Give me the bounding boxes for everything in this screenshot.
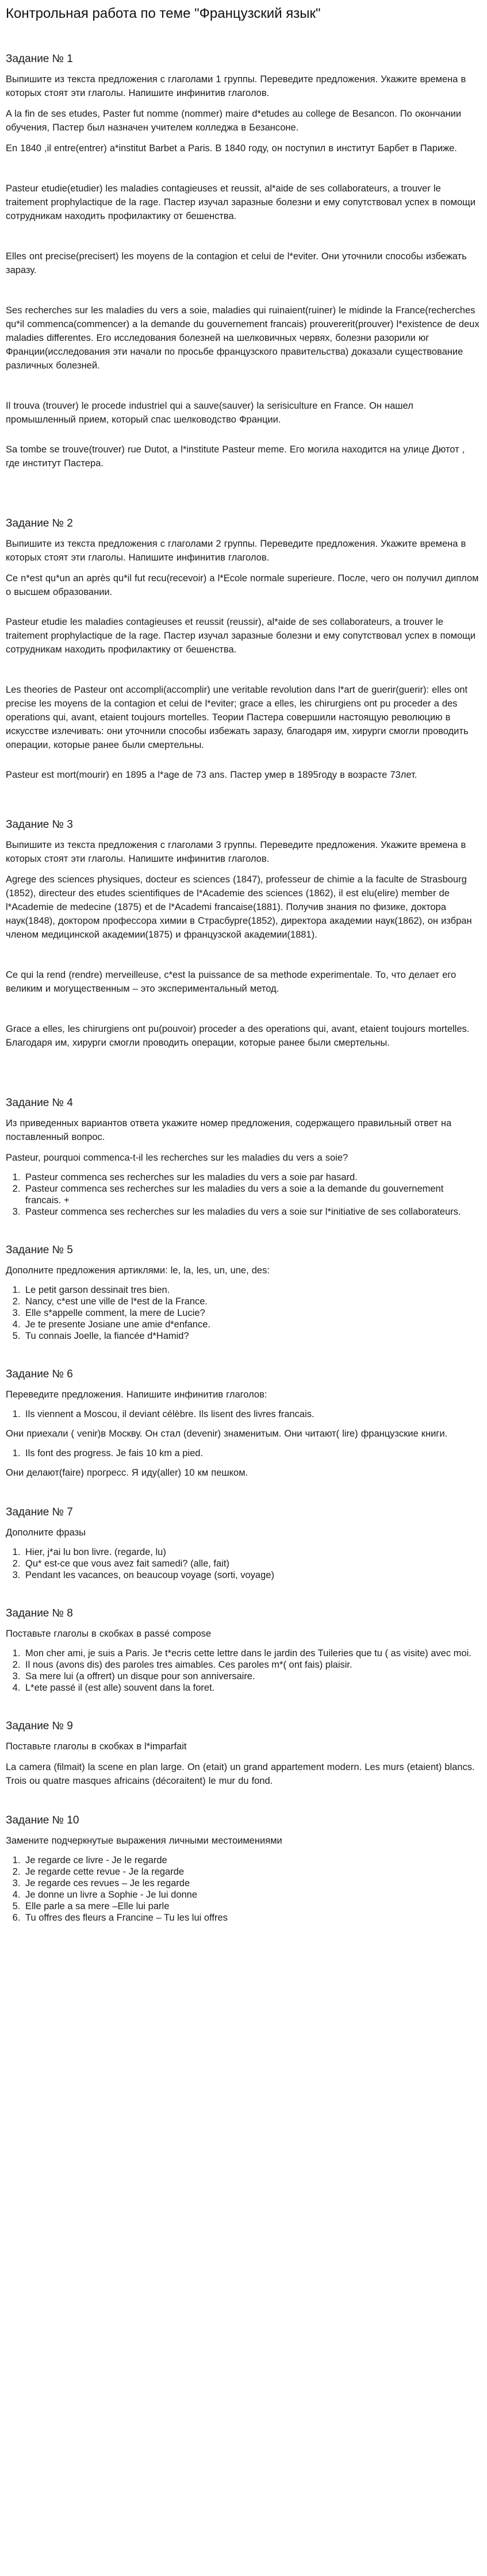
list-item: 2. Qu* est-ce que vous avez fait samedi? (alle, fait): [23, 1558, 481, 1569]
task-4-question: Pasteur, pourquoi commenca-t-il les recherches sur les maladies du vers a soie?: [6, 1153, 348, 1163]
task-8-instruction: Поставьте глаголы в скобках в passé compose: [6, 1629, 212, 1639]
task-6-paragraph-2: Они делают(faire) прогресс. Я иду(aller) 10 км пешком.: [6, 1468, 248, 1478]
list-item: 1. Je regarde ce livre - Je le regarde: [23, 1855, 481, 1866]
task-10-items: [6, 1855, 481, 1924]
task-9-heading: Задание № 9: [6, 1720, 73, 1732]
task-7-instruction: Дополните фразы: [6, 1527, 86, 1538]
list-item: 2. Nancy, c*est une ville de l*est de la France.: [23, 1296, 481, 1307]
list-item: 3. Pasteur commenca ses recherches sur les maladies du vers a soie sur l*initiative de ses collaborateurs.: [23, 1206, 481, 1218]
task-3-paragraph-1: Agrege des sciences physiques, docteur es sciences (1847), professeur de chimie a la faculte de Strasbourg (1852), directeur des etudes scientifiques de l*Academie des sciences (1862), il est elu(elire) member de l*Academie de medecine (1875) et de l*Academi francaise(1881). Получив знания по физике, доктора наук(1848), доктором профессора химии в Страсбурге(1852), директора академии наук(1862), он избран членом медицинской академии(1875) и французской академии(1881).: [6, 874, 472, 940]
task-6-items: [6, 1408, 481, 1420]
list-item: 1. Hier, j*ai lu bon livre. (regarde, lu): [23, 1546, 481, 1558]
task-2-paragraph-2: Pasteur etudie les maladies contagieuses et reussit (reussir), al*aide de ses collaborateurs, a trouver le traitement prophylactique de la rage. Пастер изучал заразные болезни и ему сопутствовал успех в помощи сотрудникам находить профилактику от бешенства.: [6, 617, 476, 655]
task-9-instruction: Поставьте глаголы в скобках в l*imparfait: [6, 1741, 187, 1752]
task-1: [6, 53, 481, 470]
task-1-instruction: Выпишите из текста предложения с глаголами 1 группы. Переведите предложения. Укажите времена в которых стоят эти глаголы. Напишите инфинитив глаголов.: [6, 74, 466, 98]
task-10-instruction: Замените подчеркнутые выражения личными местоимениями: [6, 1836, 282, 1846]
task-10: [6, 1814, 481, 1924]
task-2: [6, 517, 481, 782]
task-6: [6, 1368, 481, 1480]
task-2-paragraph-3: Les theories de Pasteur ont accompli(accomplir) une veritable revolution dans l*art de guerir(guerir): elles ont precise les moyens de la contagion et celui de l*eviter; grace a elles, les chirurgiens ont pu proceder a des operations qui, avant, etaient toujours mortelles. Теории Пастера совершили настоящую революцию в искусстве излечивать: они уточнили способы избежать заразу, благодаря им, хирурги смогли проводить операции, которые ранее были смертельны.: [6, 685, 469, 750]
task-1-heading: Задание № 1: [6, 53, 73, 65]
list-item: 3. Sa mere lui (a offrert) un disque pour son anniversaire.: [23, 1671, 481, 1682]
list-item: 5. Elle parle a sa mere –Elle lui parle: [23, 1901, 481, 1912]
task-1-paragraph-5: Ses recherches sur les maladies du vers a soie, maladies qui ruinaient(ruiner) le midinde la France(recherches qu*il commenca(commencer) a la demande du gouvernement francais) prouvererit(prouver) l*existence de deux maladies differentes. Его исследования болезней на шелковичных червях, болезни разорили юг Франции(исследования эти начали по просьбе французского правительства) доказали существование различных болезней.: [6, 305, 480, 371]
task-6-instruction: Переведите предложения. Напишите инфинитив глаголов:: [6, 1389, 267, 1400]
task-1-paragraph-4: Elles ont precise(precisert) les moyens de la contagion et celui de l*eviter. Они уточнили способы избежать заразу.: [6, 251, 467, 275]
task-4: [6, 1097, 481, 1218]
task-4-instruction: Из приведенных вариантов ответа укажите номер предложения, содержащего правильный ответ на поставленный вопрос.: [6, 1118, 452, 1142]
task-1-paragraph-3: Pasteur etudie(etudier) les maladies contagieuses et reussit, al*aide de ses collaborateurs, a trouver le traitement prophylactique de la rage. Пастер изучал заразные болезни и ему сопутствовал успех в помощи сотрудникам находить профилактику от бешенства.: [6, 183, 476, 221]
list-item: 5. Tu connais Joelle, la fiancée d*Hamid?: [23, 1330, 481, 1342]
list-item: 1. Ils viennent a Moscou, il deviant célèbre. Ils lisent des livres francais.: [23, 1408, 481, 1420]
list-item: 2. Pasteur commenca ses recherches sur les maladies du vers a soie a la demande du gouvernement francais. +: [23, 1183, 481, 1206]
task-2-paragraph-1: Ce n*est qu*un an après qu*il fut recu(recevoir) a l*Ecole normale superieure. После, чего он получил диплом о высшем образовании.: [6, 573, 479, 597]
task-1-paragraph-1: A la fin de ses etudes, Paster fut nomme (nommer) maire d*etudes au college de Besancon. По окончании обучения, Пастер был назначен учителем колледжа в Безансоне.: [6, 109, 462, 133]
task-5: [6, 1244, 481, 1342]
task-9-paragraph-1: La camera (filmait) la scene en plan large. On (etait) un grand appartement modern. Les murs (etaient) blancs. Trois ou quatre masques africains (décoraitent) le mur du fond.: [6, 1762, 475, 1786]
list-item: 2. Je regarde cette revue - Je la regarde: [23, 1866, 481, 1878]
list-item: 1. Ils font des progress. Je fais 10 km a pied.: [23, 1448, 481, 1459]
task-6-heading: Задание № 6: [6, 1368, 73, 1380]
task-5-heading: Задание № 5: [6, 1244, 73, 1256]
task-10-heading: Задание № 10: [6, 1814, 79, 1826]
task-2-heading: Задание № 2: [6, 517, 73, 529]
task-1-paragraph-6: Il trouva (trouver) le procede industriel qui a sauve(sauver) la serisiculture en France. Он нашел промышленный прием, который спас шелководство Франции.: [6, 401, 413, 425]
task-8-heading: Задание № 8: [6, 1607, 73, 1619]
list-item: 6. Tu offres des fleurs a Francine – Tu les lui offres: [23, 1912, 481, 1924]
list-item: 3. Elle s*appelle comment, la mere de Lucie?: [23, 1307, 481, 1319]
list-item: 2. Il nous (avons dis) des paroles tres aimables. Ces paroles m*( ont fais) plaisir.: [23, 1659, 481, 1671]
task-3-paragraph-3: Grace a elles, les chirurgiens ont pu(pouvoir) proceder a des operations qui, avant, etaient toujours mortelles. Благодаря им, хирурги смогли проводить операции, которые ранее были смертельны.: [6, 1024, 470, 1048]
task-8: [6, 1607, 481, 1694]
task-1-paragraph-2: En 1840 ,il entre(entrer) a*institut Barbet a Paris. В 1840 году, он поступил в институт Барбет в Париже.: [6, 143, 457, 153]
task-3-instruction: Выпишите из текста предложения с глаголами 3 группы. Переведите предложения. Укажите времена в которых стоят эти глаголы. Напишите инфинитив глаголов.: [6, 840, 466, 864]
task-4-options: [6, 1172, 481, 1218]
list-item: 3. Pendant les vacances, on beaucoup voyage (sorti, voyage): [23, 1569, 481, 1581]
page-title: Контрольная работа по теме "Французский язык": [6, 6, 321, 21]
list-item: 1. Pasteur commenca ses recherches sur les maladies du vers a soie par hasard.: [23, 1172, 481, 1183]
task-3-paragraph-2: Ce qui la rend (rendre) merveilleuse, c*est la puissance de sa methode experimentale. То, что делает его великим и могущественным – это экспериментальный метод.: [6, 970, 457, 994]
task-3-heading: Задание № 3: [6, 819, 73, 831]
task-3: [6, 819, 481, 1050]
task-6-items-2: [6, 1448, 481, 1459]
list-item: 3. Je regarde ces revues – Je les regarde: [23, 1878, 481, 1889]
task-2-instruction: Выпишите из текста предложения с глаголами 2 группы. Переведите предложения. Укажите времена в которых стоят эти глаголы. Напишите инфинитив глаголов.: [6, 539, 466, 563]
list-item: 1. Le petit garson dessinait tres bien.: [23, 1284, 481, 1296]
task-8-items: [6, 1648, 481, 1694]
list-item: 4. Je donne un livre a Sophie - Je lui donne: [23, 1889, 481, 1901]
task-5-items: [6, 1284, 481, 1342]
task-4-heading: Задание № 4: [6, 1097, 73, 1109]
list-item: 4. Je te presente Josiane une amie d*enfance.: [23, 1319, 481, 1330]
list-item: 1. Mon cher ami, je suis a Paris. Je t*ecris cette lettre dans le jardin des Tuileries que tu ( as visite) avec moi.: [23, 1648, 481, 1659]
list-item: 4. L*ete passé il (est alle) souvent dans la foret.: [23, 1682, 481, 1694]
task-5-instruction: Дополните предложения артиклями: le, la, les, un, une, des:: [6, 1265, 270, 1276]
task-1-paragraph-7: Sa tombe se trouve(trouver) rue Dutot, a l*institute Pasteur meme. Его могила находится на улице Дютот , где институт Пастера.: [6, 444, 465, 469]
task-7: [6, 1506, 481, 1581]
task-7-heading: Задание № 7: [6, 1506, 73, 1518]
task-9: [6, 1720, 481, 1788]
task-7-items: [6, 1546, 481, 1581]
task-2-paragraph-4: Pasteur est mort(mourir) en 1895 a l*age de 73 ans. Пастер умер в 1895году в возрасте 73лет.: [6, 770, 417, 780]
task-6-paragraph-1: Они приехали ( venir)в Москву. Он стал (devenir) знаменитым. Они читают( lire) французские книги.: [6, 1429, 448, 1439]
